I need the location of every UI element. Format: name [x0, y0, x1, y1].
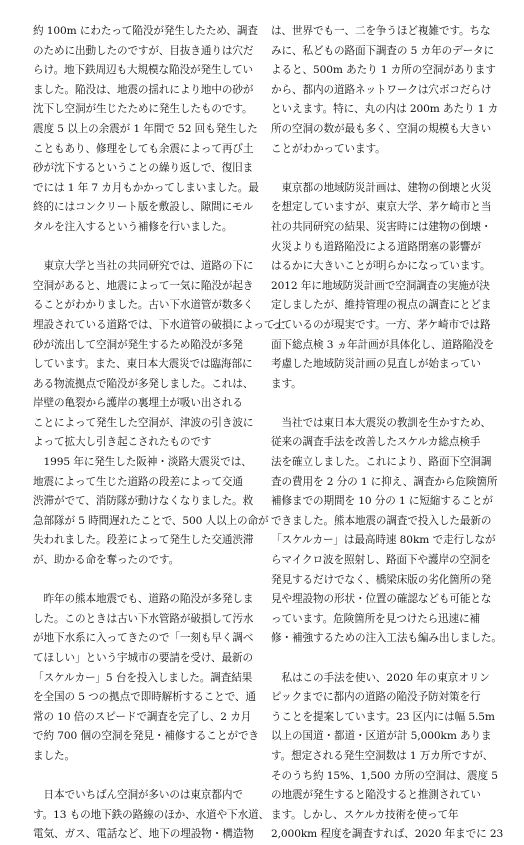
text-line: 空洞があると、地震によって一気に陥没が起き [33, 279, 254, 292]
text-line: ピックまでに都内の道路の陥没予防対策を行 [271, 691, 481, 704]
text-line: ある物流拠点で陥没が多発しました。これは、 [33, 377, 254, 390]
text-line: タルを注入するという補修を行いました。 [33, 220, 233, 233]
paragraph-gap [33, 238, 259, 258]
paragraph-gap [33, 571, 259, 591]
text-line: 修・補強するための注入工法も編み出しました。 [271, 632, 502, 645]
text-line: 砂が流出して空洞が発生するため陥没が多発 [33, 338, 243, 351]
text-line: 常の 10 倍のスピードで調査を完了し、2 カ月 [33, 710, 252, 723]
text-line: よると、500m あたり 1 カ所の空洞があります [271, 64, 496, 77]
paragraph [33, 22, 259, 238]
text-line: の地震が発生すると陥没すると推測されてい [271, 789, 481, 802]
text-line: でには 1 年 7 カ月もかかってしまいました。最 [33, 181, 259, 194]
text-line: しています。また、東日本大震災では臨海部に [33, 358, 253, 371]
text-line: した。このときは古い下水管路が破損して汚水 [33, 612, 254, 625]
text-line: 砂が沈下するということの繰り返しで、復旧ま [33, 162, 254, 175]
text-line: らマイクロ波を照射し、路面下や護岸の空洞を [271, 554, 491, 567]
text-line: 社の共同研究の結果、災害時には建物の倒壊・ [271, 220, 492, 233]
text-line: よって拡大し引き起こされたものです [33, 436, 212, 449]
text-line: が、助かる命を奪ったのです。 [33, 554, 180, 567]
text-line: 私はこの手法を使い、2020 年の東京オリン [271, 671, 490, 684]
text-line: 従来の調査手法を改善したスケルカ総点検手 [271, 436, 481, 449]
text-line: 東京大学と当社の共同研究では、道路の下に [33, 260, 254, 273]
text-line: 考慮した地域防災計画の見直しが始まってい [271, 358, 481, 371]
text-line: てほしい」という宇城市の要請を受け、最新の [33, 652, 253, 664]
text-line: ます。 [271, 377, 302, 390]
text-line: 東京都の地域防災計画は、建物の倒壊と火災 [271, 181, 492, 194]
paragraph-gap [271, 649, 497, 669]
text-line: ことがわかっています。 [271, 142, 386, 155]
text-line: 以上の国道・都道・区道が計 5,000km ありま [271, 730, 492, 743]
text-line: 急部隊が 5 時間遅れたことで、500 人以上の命が [33, 514, 269, 527]
text-line: 岸壁の亀裂から護岸の裏埋土が吸い出される [33, 397, 243, 410]
text-line: 昨年の熊本地震でも、道路の陥没が多発しま [33, 593, 254, 606]
text-line: す。想定される発生空洞数は 1 万カ所ですが、 [271, 749, 494, 762]
text-line: 法を確立しました。これにより、路面下空洞調 [271, 456, 492, 469]
text-line: っているのが現実です。一方、茅ケ崎市では路 [271, 318, 491, 331]
text-line: こともあり、修理をしても余震によって再び土 [33, 142, 254, 155]
text-line: 地震によって生じた道路の段差によって交通 [33, 475, 243, 488]
paragraph [271, 22, 497, 159]
left-column [33, 22, 285, 845]
text-line: 1995 年に発生した阪神・淡路大震災では、 [33, 456, 252, 469]
text-line: を想定していますが、東京大学、茅ケ崎市と当 [271, 201, 492, 214]
text-line: うことを提案しています。23 区内には幅 5.5m [271, 710, 495, 723]
paragraph [271, 179, 497, 395]
text-line: 当社では東日本大震災の教訓を生かすため、 [271, 416, 491, 429]
text-line: 査の費用を 2 分の 1 に抑え、調査から危険箇所 [271, 475, 498, 488]
text-line: そのうち約 15%、1,500 カ所の空洞は、震度 5 [271, 769, 498, 782]
text-line: みに、私どもの路面下調査の 5 カ年のデータに [271, 44, 495, 57]
text-line: 発見するだけでなく、橋梁床版の劣化箇所の発 [271, 573, 492, 586]
text-line: で約 700 個の空洞を発見・補修することができ [33, 730, 259, 743]
text-line: 沈下し空洞が生じたために発生したものです。 [33, 103, 253, 116]
text-line: のために出動したのですが、目抜き通りは穴だ [33, 44, 254, 57]
text-line: できました。熊本地震の調査で投入した最新の [271, 514, 492, 527]
text-line: 渋滞がでて、消防隊が動けなくなりました。救 [33, 495, 254, 508]
text-line: 「スケルカー」は最高時速 80km で走行しなが [271, 534, 496, 547]
text-line: 火災よりも道路陥没による道路閉塞の影響が [271, 240, 481, 253]
text-line: っています。危険箇所を見つけたら迅速に補 [271, 612, 481, 625]
text-line: が地下水系に入ってきたので「一刻も早く調べ [33, 632, 254, 645]
text-line: はるかに大きいことが明らかになっています。 [271, 260, 491, 273]
text-line: 終的にはコンクリート版を敷設し、隙間にモル [33, 201, 254, 214]
paragraph [33, 786, 270, 845]
text-line: 震度 5 以上の余震が 1 年間で 52 回も発生した [33, 122, 258, 135]
right-column [271, 22, 504, 845]
text-line: といえます。特に、丸の内は 200m あたり 1 カ [271, 103, 499, 116]
text-line: 2012 年に地域防災計画で空洞調査の実施が決 [271, 279, 490, 292]
text-line: 2,000km 程度を調査すれば、2020 年までに 23 [271, 828, 504, 841]
text-line: 約 100m にわたって陥没が発生したため、調査 [33, 25, 258, 37]
text-line: 「スケルカー」5 台を投入しました。調査結果 [33, 671, 253, 684]
text-line: は、世界でも一、二を争うほど複雑です。ちな [271, 25, 491, 37]
text-line: ました。陥没は、地震の揺れにより地中の砂が [33, 83, 254, 96]
text-line: 定しましたが、維持管理の視点の調査にとどま [271, 299, 492, 312]
text-line: 見や埋設物の形状・位置の確認なども可能とな [271, 593, 492, 606]
text-line: 日本でいちばん空洞が多いのは東京都内で [33, 789, 243, 802]
text-line: す。13 もの地下鉄の路線のほか、水道や下水道、 [33, 808, 270, 821]
paragraph-gap [271, 394, 497, 414]
text-line: ました。 [33, 749, 75, 762]
paragraph-gap [33, 767, 259, 787]
text-line: 失われました。段差によって発生した交通渋滞 [33, 534, 254, 547]
text-line: ことによって発生した空洞が、津波の引き波に [33, 416, 254, 429]
text-line: 面下総点検 3 ヵ年計画が具体化し、道路陥没を [271, 338, 495, 351]
text-line: 所の空洞の数が最も多く、空洞の規模も大きい [271, 122, 492, 135]
paragraph [271, 669, 504, 845]
text-line: 埋設されている道路では、下水道管の破損によって土 [33, 318, 285, 331]
text-line: ます。しかし、スケルカ技術を使って年 [271, 808, 459, 821]
text-line: を全国の 5 つの拠点で即時解析することで、通 [33, 691, 256, 704]
text-line: 電気、ガス、電話など、地下の埋設物・構造物 [33, 828, 254, 841]
text-line: 補修までの期間を 10 分の 1 に短縮することが [271, 495, 493, 508]
paragraph [33, 590, 259, 766]
paragraph [33, 257, 285, 571]
text-line: ることがわかりました。古い下水道管が数多く [33, 299, 254, 312]
text-line: から、都内の道路ネットワークは穴ボコだらけ [271, 83, 492, 96]
text-line: らけ。地下鉄周辺も大規模な陥没が発生してい [33, 64, 253, 77]
paragraph-gap [271, 159, 497, 179]
paragraph [271, 414, 502, 649]
